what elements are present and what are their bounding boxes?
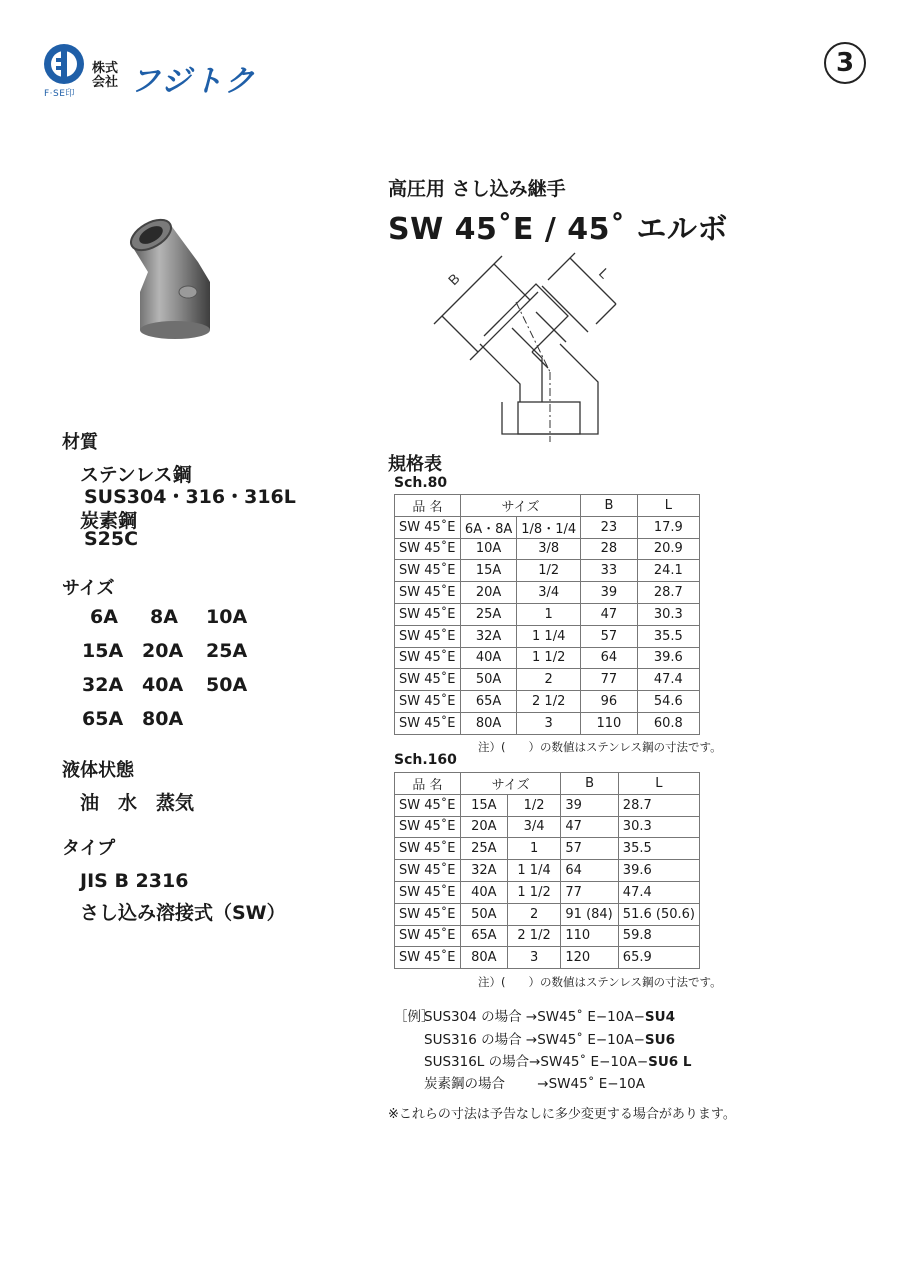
cell-l: 30.3 [637,603,699,625]
cell-size-inch: 1/8・1/4 [517,516,581,538]
sch80-label: Sch.80 [394,475,448,491]
table-row [395,647,700,669]
cell-b: 110 [561,925,618,947]
cell-b: 39 [581,582,638,604]
example-row [424,1028,675,1048]
size-value: 6A [90,606,118,628]
cell-size-inch: 2 1/2 [517,691,581,713]
table-header-row [395,495,700,517]
example-case: SUS316L の場合 [424,1054,530,1070]
cell-name: SW 45˚E [395,625,461,647]
type-standard: JIS B 2316 [80,870,189,892]
cell-name: SW 45˚E [395,794,461,816]
cell-b: 23 [581,516,638,538]
cell-l: 39.6 [637,647,699,669]
example-suffix: SU6 [644,1032,675,1048]
sch160-label: Sch.160 [394,752,457,768]
cell-size-inch: 3 [507,947,561,969]
cell-size-a: 10A [460,538,516,560]
table-row [395,516,700,538]
product-photo [118,212,238,342]
sch160-table [394,772,700,969]
cell-b: 91 (84) [561,903,618,925]
table-row [395,560,700,582]
header-size: サイズ [460,495,580,517]
cell-l: 60.8 [637,712,699,734]
dimension-label-b: B [444,270,463,289]
cell-size-inch: 1 1/2 [507,881,561,903]
cell-size-inch: 1 [507,838,561,860]
page-number: 3 [824,42,866,84]
sch80-note: 注）( ）の数値はステンレス鋼の寸法です。 [478,740,722,754]
cell-size-a: 65A [460,925,507,947]
cell-l: 30.3 [618,816,699,838]
size-heading: サイズ [62,578,115,599]
cell-size-a: 15A [460,560,516,582]
cell-size-a: 25A [460,838,507,860]
fluid-values: 油 水 蒸気 [80,792,195,814]
cell-l: 24.1 [637,560,699,582]
header-l: L [637,495,699,517]
table-row [395,625,700,647]
example-row [424,1050,692,1070]
examples-prefix: ［例］ [394,1009,435,1025]
cell-name: SW 45˚E [395,516,461,538]
company-logo [42,42,282,98]
table-row [395,860,700,882]
table-row [395,947,700,969]
cell-l: 59.8 [618,925,699,947]
table-row [395,925,700,947]
cell-l: 35.5 [637,625,699,647]
dimension-label-l: L [595,264,613,282]
cell-size-inch: 1 1/4 [517,625,581,647]
cell-l: 20.9 [637,538,699,560]
cell-name: SW 45˚E [395,947,461,969]
example-code: →SW45˚ E−10A− [525,1032,645,1048]
cell-name: SW 45˚E [395,816,461,838]
material-heading: 材質 [62,432,98,453]
size-value: 8A [150,606,178,628]
material-carbon-grade: S25C [84,528,139,550]
cell-b: 64 [581,647,638,669]
logo-badge: F·SE印 [44,89,75,99]
cell-name: SW 45˚E [395,538,461,560]
size-value: 65A [82,708,124,730]
material-carbon: 炭素鋼 [80,510,138,532]
cell-name: SW 45˚E [395,560,461,582]
cell-l: 17.9 [637,516,699,538]
table-row [395,712,700,734]
logo-kabushiki: 株式 会社 [92,61,119,90]
size-value: 80A [142,708,184,730]
header-name: 品 名 [395,495,461,517]
cell-size-inch: 1/2 [517,560,581,582]
cell-size-a: 40A [460,647,516,669]
cell-size-a: 80A [460,712,516,734]
cell-size-inch: 3 [517,712,581,734]
cell-size-a: 50A [460,669,516,691]
header-name: 品 名 [395,773,461,795]
cell-size-inch: 1 1/4 [507,860,561,882]
cell-b: 110 [581,712,638,734]
material-stainless-grades: SUS304・316・316L [84,486,296,508]
cell-size-inch: 2 1/2 [507,925,561,947]
footnote: ※これらの寸法は予告なしに多少変更する場合があります。 [388,1107,736,1122]
cell-size-inch: 1 1/2 [517,647,581,669]
example-suffix: SU4 [644,1009,675,1025]
product-title: SW 45˚E / 45˚ エルボ [388,212,728,247]
example-case: 炭素鋼の場合 [424,1076,505,1092]
cell-l: 47.4 [637,669,699,691]
size-value: 40A [142,674,184,696]
cell-size-a: 65A [460,691,516,713]
cell-size-inch: 1 [517,603,581,625]
dimension-drawing [420,252,620,442]
example-row [424,1005,675,1025]
table-row [395,881,700,903]
cell-size-a: 32A [460,860,507,882]
fluid-heading: 液体状態 [62,760,134,781]
cell-size-a: 50A [460,903,507,925]
size-value: 50A [206,674,248,696]
cell-size-inch: 3/8 [517,538,581,560]
cell-b: 57 [561,838,618,860]
cell-name: SW 45˚E [395,838,461,860]
table-row [395,582,700,604]
cell-b: 28 [581,538,638,560]
sch160-note: 注）( ）の数値はステンレス鋼の寸法です。 [478,975,722,989]
example-code: →SW45˚ E−10A [537,1076,646,1092]
material-stainless: ステンレス鋼 [80,464,192,486]
cell-size-a: 32A [460,625,516,647]
fujitoku-emblem-icon [42,42,86,86]
cell-b: 96 [581,691,638,713]
cell-name: SW 45˚E [395,582,461,604]
sch80-table [394,494,700,735]
example-code: →SW45˚ E−10A− [529,1054,649,1070]
cell-name: SW 45˚E [395,712,461,734]
cell-l: 28.7 [637,582,699,604]
logo-company-name: フジトク [130,64,257,99]
cell-size-a: 20A [460,816,507,838]
table-row [395,794,700,816]
cell-l: 54.6 [637,691,699,713]
cell-size-a: 6A・8A [460,516,516,538]
product-subtitle: 高圧用 さし込み継手 [388,178,566,200]
cell-b: 77 [581,669,638,691]
cell-b: 120 [561,947,618,969]
type-heading: タイプ [62,838,116,859]
cell-b: 39 [561,794,618,816]
header-l: L [618,773,699,795]
cell-name: SW 45˚E [395,647,461,669]
type-description: さし込み溶接式（SW） [80,902,286,924]
table-row [395,691,700,713]
example-row [424,1072,645,1092]
cell-size-a: 80A [460,947,507,969]
cell-name: SW 45˚E [395,881,461,903]
cell-b: 47 [561,816,618,838]
cell-size-inch: 2 [517,669,581,691]
cell-name: SW 45˚E [395,691,461,713]
size-value: 15A [82,640,124,662]
example-case: SUS304 の場合 [424,1009,522,1025]
cell-name: SW 45˚E [395,860,461,882]
cell-size-inch: 2 [507,903,561,925]
cell-l: 65.9 [618,947,699,969]
cell-name: SW 45˚E [395,669,461,691]
cell-l: 28.7 [618,794,699,816]
cell-name: SW 45˚E [395,925,461,947]
size-value: 20A [142,640,184,662]
table-row [395,669,700,691]
size-value: 10A [206,606,248,628]
size-value: 32A [82,674,124,696]
cell-size-a: 15A [460,794,507,816]
table-header-row [395,773,700,795]
header-b: B [561,773,618,795]
cell-l: 35.5 [618,838,699,860]
cell-size-inch: 3/4 [517,582,581,604]
cell-b: 33 [581,560,638,582]
table-row [395,538,700,560]
cell-l: 51.6 (50.6) [618,903,699,925]
cell-b: 47 [581,603,638,625]
cell-name: SW 45˚E [395,603,461,625]
cell-b: 64 [561,860,618,882]
table-row [395,903,700,925]
cell-size-inch: 3/4 [507,816,561,838]
cell-name: SW 45˚E [395,903,461,925]
cell-b: 77 [561,881,618,903]
cell-size-a: 20A [460,582,516,604]
cell-size-a: 40A [460,881,507,903]
cell-size-inch: 1/2 [507,794,561,816]
example-case: SUS316 の場合 [424,1032,522,1048]
cell-l: 47.4 [618,881,699,903]
cell-l: 39.6 [618,860,699,882]
header-b: B [581,495,638,517]
table-row [395,838,700,860]
cell-b: 57 [581,625,638,647]
header-size: サイズ [460,773,561,795]
table-row [395,603,700,625]
size-value: 25A [206,640,248,662]
cell-size-a: 25A [460,603,516,625]
spec-table-heading: 規格表 [388,454,442,475]
example-suffix: SU6 L [648,1054,692,1070]
table-row [395,816,700,838]
example-code: →SW45˚ E−10A− [525,1009,645,1025]
